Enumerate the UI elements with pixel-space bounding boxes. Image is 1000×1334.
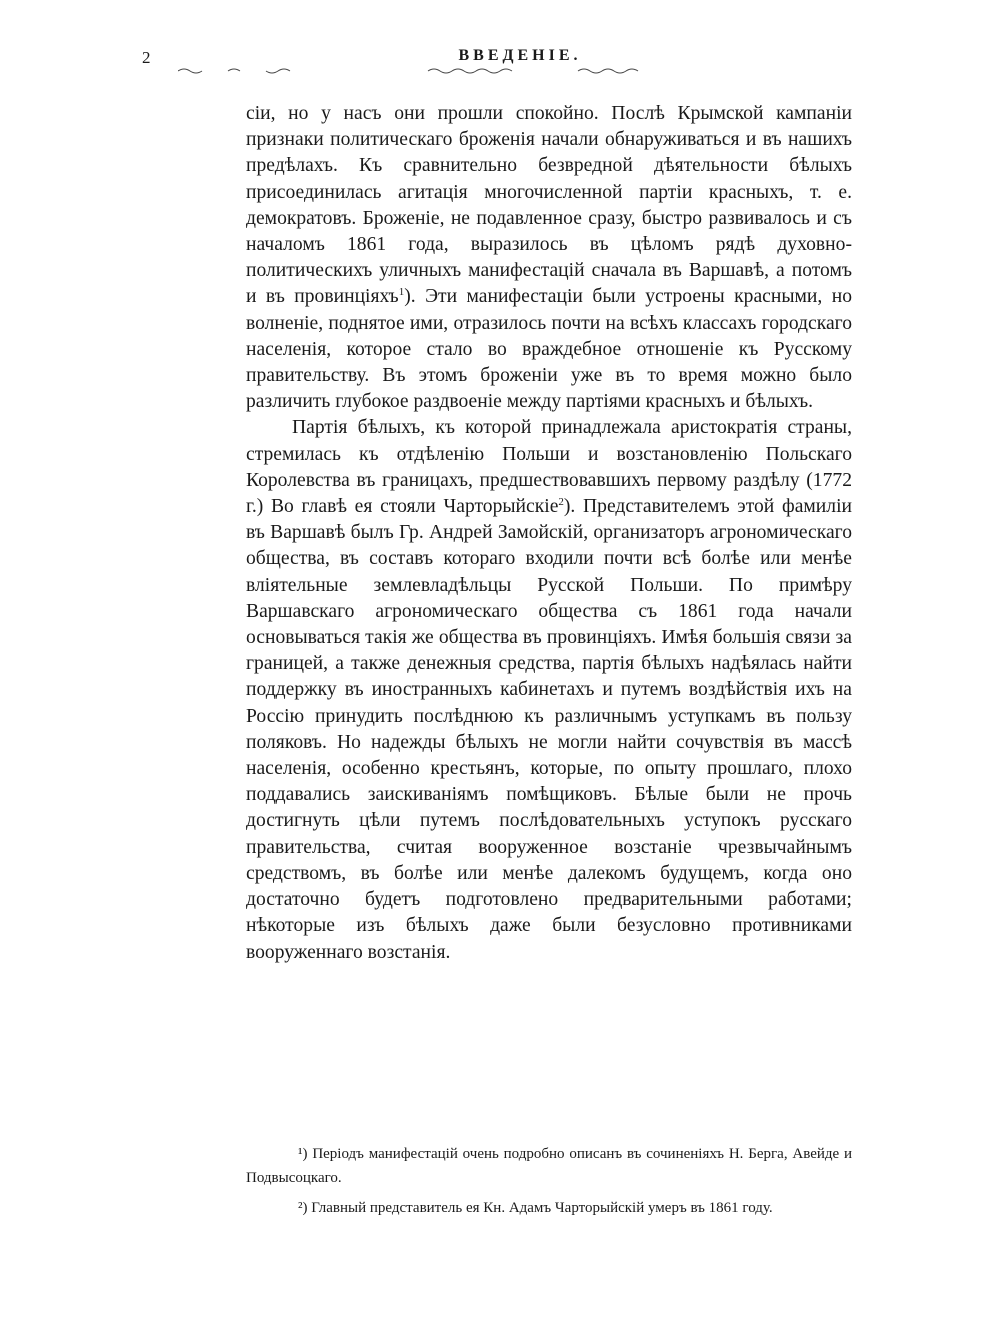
footnote: ²) Главный представитель ея Кн. Адамъ Чарторыйскій умеръ въ 1861 году. [298,1200,773,1216]
footnote-mark: ¹) [298,1146,308,1162]
body-paragraph: Партія бѣлыхъ, къ которой принадлежала аристократія страны, стремилась къ отдѣленію Польши и возстановленію Польскаго Королевства въ границахъ, предшествовавшихъ первому раздѣлу (1772 г.) Во главѣ ея стояли Чарторыйскіе$^2$). Представителемъ этой фамиліи въ Варшавѣ былъ Гр. Андрей Замойскій, организаторъ агрономическаго общества, въ составъ котораго входили почти всѣ болѣе или менѣе вліятельные землевладѣльцы Русской Польши. По примѣру Варшавскаго агрономическаго общества съ 1861 года начали основываться такія же общества въ провинціяхъ. Имѣя большія связи за границей, а также денежныя средства, партія бѣлыхъ надѣялась найти поддержку въ иностранныхъ кабинетахъ и путемъ воздѣйствія ихъ на Россію принудить послѣднюю къ различнымъ уступкамъ въ пользу поляковъ. Но надежды бѣлыхъ не могли найти сочувствія въ массѣ населенія, особенно крестьянъ, которые, по опыту прошлаго, плохо поддавались заискиваніямъ помѣщиковъ. Бѣлые были не прочь достигнуть цѣли путемъ послѣдовательныхъ уступокъ русскаго правительства, считая вооруженное возстаніе чрезвычайнымъ средствомъ, въ болѣе или менѣе далекомъ будущемъ, когда оно достаточно будетъ подготовлено предварительными работами; нѣкоторые изъ бѣлыхъ даже были безусловно противниками вооруженнаго возстанія. [246,417,852,963]
footnote: ¹) Періодъ манифестацій очень подробно описанъ въ сочиненіяхъ Н. Берга, Авейде и Подвысоцкаго. [246,1146,852,1186]
header-ornament-rule [178,66,648,76]
page-number: 2 [142,48,151,67]
footnotes [246,1142,852,1226]
body-paragraph: сіи, но у насъ они прошли спокойно. Послѣ Крымской кампаніи признаки политическаго броженія начали обнаруживаться и въ нашихъ предѣлахъ. Къ сравнительно безвредной дѣятельности бѣлыхъ присоединилась агитація многочисленной партіи красныхъ, т. е. демократовъ. Броженіе, не подавленное сразу, быстро развивалось и съ началомъ 1861 года, выразилось въ цѣломъ рядѣ духовно-политическихъ уличныхъ манифестацій сначала въ Варшавѣ, а потомъ и въ провинціяхъ$^1$). Эти манифестаціи были устроены красными, но волненіе, поднятое ими, отразилось почти на всѣхъ классахъ городскаго населенія, которое стало во враждебное отношеніе къ Русскому правительству. Въ этомъ броженіи уже въ то время можно было различить глубокое раздвоеніе между партіями красныхъ и бѣлыхъ. [246,103,852,413]
running-title: ВВЕДЕНІЕ. [458,47,582,64]
main-text [246,101,852,966]
footnote-marker: 2 [558,496,564,509]
footnote-mark: ²) [298,1200,308,1216]
footnote-marker: 1 [398,286,405,299]
